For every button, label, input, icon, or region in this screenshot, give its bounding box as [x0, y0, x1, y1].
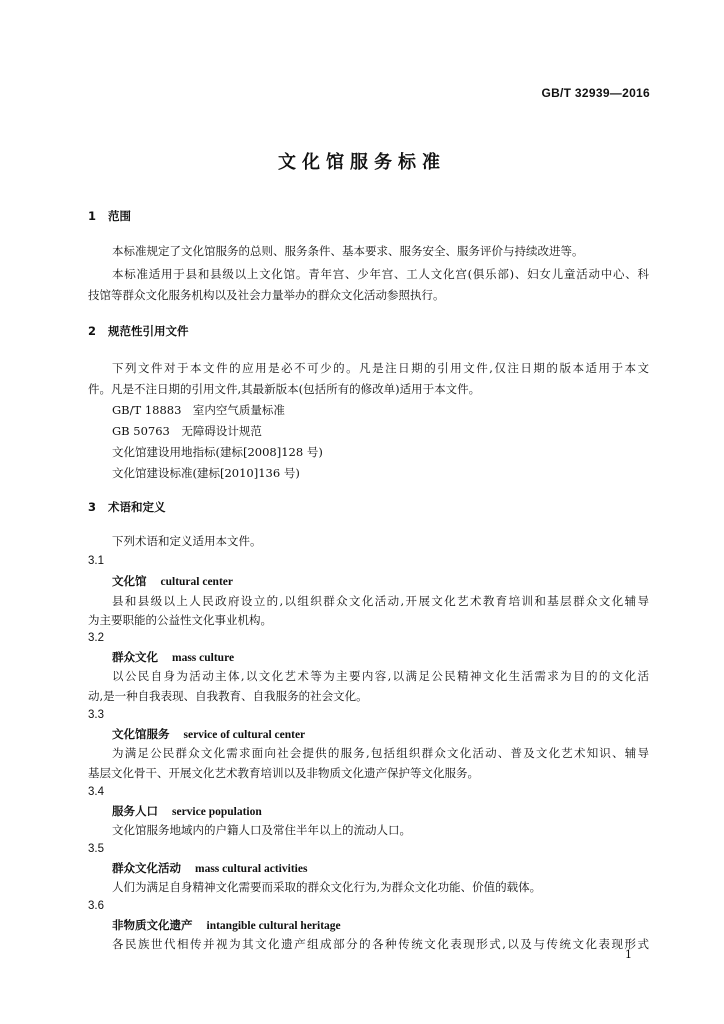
page-number: 1: [625, 948, 632, 961]
term-heading: [112, 917, 341, 934]
scope-paragraph-2-line-1: 本标准适用于县和县级以上文化馆。青年宫、少年宫、工人文化宫(俱乐部)、妇女儿童活动中心、科: [112, 267, 649, 281]
term-definition-line-1: 文化馆服务地域内的户籍人口及常住半年以上的流动人口。: [112, 823, 411, 837]
term-chinese: 文化馆: [112, 574, 147, 588]
term-english: service population: [172, 806, 262, 818]
term-heading: [112, 803, 262, 820]
term-definition-line-2: 为主要职能的公益性文化事业机构。: [88, 613, 272, 627]
section-2-title: 规范性引用文件: [108, 324, 189, 338]
term-heading: [112, 726, 305, 743]
term-heading: [112, 649, 234, 666]
term-chinese: 服务人口: [112, 804, 158, 818]
term-definition-line-1: 县和县级以上人民政府设立的,以组织群众文化活动,开展文化艺术教育培训和基层群众文化辅导: [112, 594, 649, 608]
term-definition-line-2: 基层文化骨干、开展文化艺术教育培训以及非物质文化遗产保护等文化服务。: [88, 766, 479, 780]
document-title: 文化馆服务标准: [278, 152, 446, 173]
term-number: 3.1: [88, 555, 104, 567]
term-english: mass cultural activities: [195, 863, 308, 875]
term-definition-line-1: 为满足公民群众文化需求面向社会提供的服务,包括组织群众文化活动、普及文化艺术知识、辅导: [112, 746, 649, 760]
section-1-number: 1: [88, 209, 97, 223]
section-3-title: 术语和定义: [108, 500, 166, 514]
section-2-number: 2: [88, 324, 97, 338]
term-definition-line-1: 各民族世代相传并视为其文化遗产组成部分的各种传统文化表现形式,以及与传统文化表现形式: [112, 937, 649, 951]
term-definition-line-1: 人们为满足自身精神文化需要而采取的群众文化行为,为群众文化功能、价值的载体。: [112, 880, 542, 894]
term-chinese: 群众文化活动: [112, 861, 181, 875]
section-1-heading: [88, 208, 131, 224]
reference-item: GB/T 18883 室内空气质量标准: [112, 403, 285, 417]
term-heading: [112, 573, 233, 590]
term-definition-line-1: 以公民自身为活动主体,以文化艺术等为主要内容,以满足公民精神文化生活需求为目的的文化活: [112, 669, 649, 683]
normative-paragraph-line-1: 下列文件对于本文件的应用是必不可少的。凡是注日期的引用文件,仅注日期的版本适用于本文: [112, 361, 649, 375]
reference-item: GB 50763 无障碍设计规范: [112, 424, 262, 438]
term-number: 3.3: [88, 709, 104, 721]
normative-paragraph-line-2: 件。凡是不注日期的引用文件,其最新版本(包括所有的修改单)适用于本文件。: [88, 382, 481, 396]
reference-item: 文化馆建设标准(建标[2010]136 号): [112, 466, 300, 480]
term-chinese: 文化馆服务: [112, 727, 170, 741]
term-english: cultural center: [160, 576, 233, 588]
term-number: 3.6: [88, 900, 104, 912]
reference-item: 文化馆建设用地指标(建标[2008]128 号): [112, 445, 323, 459]
term-number: 3.4: [88, 786, 104, 798]
term-english: intangible cultural heritage: [206, 920, 341, 932]
term-english: service of cultural center: [183, 729, 306, 741]
section-2-heading: [88, 323, 189, 339]
term-chinese: 非物质文化遗产: [112, 918, 193, 932]
scope-paragraph-2-line-2: 技馆等群众文化服务机构以及社会力量举办的群众文化活动参照执行。: [88, 288, 445, 302]
term-english: mass culture: [172, 652, 235, 664]
section-3-number: 3: [88, 500, 97, 514]
section-3-heading: [88, 499, 166, 515]
term-number: 3.2: [88, 632, 104, 644]
standard-code: GB/T 32939—2016: [541, 86, 650, 100]
scope-paragraph-1: 本标准规定了文化馆服务的总则、服务条件、基本要求、服务安全、服务评价与持续改进等。: [112, 244, 584, 258]
term-chinese: 群众文化: [112, 650, 158, 664]
section-1-title: 范围: [108, 209, 131, 223]
term-number: 3.5: [88, 843, 104, 855]
term-heading: [112, 860, 307, 877]
terms-intro: 下列术语和定义适用本文件。: [112, 534, 262, 548]
term-definition-line-2: 动,是一种自我表现、自我教育、自我服务的社会文化。: [88, 689, 368, 703]
